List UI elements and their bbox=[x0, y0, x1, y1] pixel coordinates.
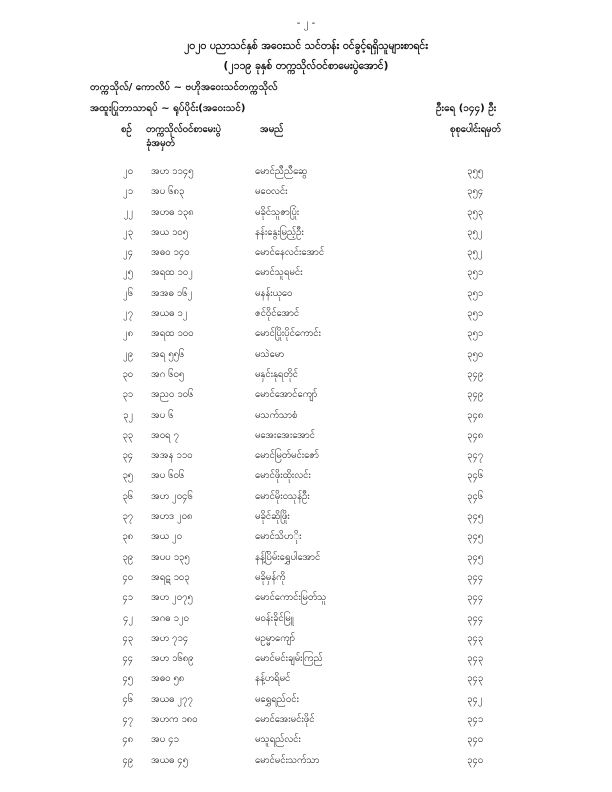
roll-number: အရထ ၁၀၂ bbox=[151, 267, 193, 279]
student-name: မအေးအေးအောင် bbox=[255, 429, 315, 441]
total-score: ၃၅၂ bbox=[467, 226, 483, 238]
roll-number: အရ ၅၅၆ bbox=[151, 348, 185, 360]
list-item bbox=[0, 507, 612, 527]
student-name: မောင်နေလင်းအောင် bbox=[255, 247, 325, 259]
row-number: ၄၈ bbox=[122, 734, 133, 746]
student-name: မခိုင်သူဇာပြုံး bbox=[255, 206, 300, 218]
row-number: ၂၃ bbox=[122, 226, 133, 238]
row-number: ၂၀ bbox=[122, 166, 133, 177]
student-name: နန့်ဟရိမင် bbox=[255, 673, 291, 685]
total-score: ၃၄၂ bbox=[467, 693, 483, 705]
total-count: ဦးရေ (၁၄၄) ဦး bbox=[436, 103, 497, 114]
list-item bbox=[0, 649, 612, 669]
row-number: ၃၅ bbox=[122, 470, 133, 482]
row-number: ၃၃ bbox=[122, 429, 133, 441]
roll-number: အပ ၆၀၆ bbox=[151, 470, 185, 482]
list-item bbox=[0, 203, 612, 223]
student-name: မသက်သာစံ bbox=[255, 409, 298, 421]
row-number: ၂၈ bbox=[122, 328, 133, 340]
roll-number: အယဓ ၂၇၇ bbox=[151, 693, 193, 705]
student-name: မဥမ္မာကျော် bbox=[255, 632, 295, 644]
major-line: အထူးပြုဘာသာရပ် ~ ရုပ်ပိုင်း(အဝေးသင်) bbox=[90, 103, 246, 114]
student-name: မောင်မင်းချမ်းကြည် bbox=[255, 653, 323, 665]
total-score: ၃၄၆ bbox=[467, 490, 484, 502]
student-name: မခိုမှန်ကို bbox=[255, 571, 286, 583]
row-number: ၃၈ bbox=[122, 531, 133, 543]
total-score: ၃၅၀ bbox=[467, 348, 484, 360]
student-name: မဝေလင်း bbox=[255, 186, 288, 198]
student-name: မနန်းယုဝေ bbox=[255, 287, 293, 299]
total-score: ၃၄၃ bbox=[467, 673, 484, 685]
student-name: မသဲမော bbox=[255, 348, 285, 360]
university-line: တက္ကသိုလ်/ ကောလိပ် ~ ဗဟိုအဝေးသင်တက္ကသိုလ် bbox=[90, 82, 278, 93]
student-name: မောင်မြတ်မင်းဇော် bbox=[255, 450, 319, 462]
list-item bbox=[0, 345, 612, 365]
list-item bbox=[0, 324, 612, 344]
roll-number: အဓဝ ၅၈ bbox=[151, 673, 185, 685]
total-score: ၃၄၈ bbox=[467, 429, 484, 441]
roll-number: အဟက ၁၈၀ bbox=[151, 714, 198, 726]
roll-number: အပ ၆၈၃ bbox=[151, 186, 185, 198]
list-item bbox=[0, 751, 612, 771]
student-name: မောင်သိဟ‌ိုး bbox=[255, 531, 302, 543]
list-item bbox=[0, 548, 612, 568]
row-number: ၄၅ bbox=[122, 673, 133, 685]
total-score: ၃၄၄ bbox=[467, 571, 484, 583]
page-number: - ၂ - bbox=[296, 18, 316, 29]
list-item bbox=[0, 263, 612, 283]
total-score: ၃၅၄ bbox=[467, 186, 484, 198]
roll-number: အအန ၁၁၀ bbox=[151, 450, 193, 462]
roll-number: အဓဝ ၁၄၀ bbox=[151, 247, 190, 259]
total-score: ၃၄၄ bbox=[467, 592, 484, 604]
roll-number: အဂဓ ၁၂၀ bbox=[151, 612, 189, 624]
row-number: ၄၁ bbox=[122, 592, 133, 604]
row-number: ၃၄ bbox=[122, 450, 133, 462]
row-number: ၃၂ bbox=[122, 409, 133, 421]
list-item bbox=[0, 365, 612, 385]
list-item bbox=[0, 223, 612, 243]
student-name: မောင်သူရမင်း bbox=[255, 267, 303, 279]
results-list bbox=[0, 162, 612, 771]
total-score: ၃၄၆ bbox=[467, 470, 484, 482]
total-score: ၃၄၀ bbox=[467, 754, 484, 766]
student-name: နန်းနွေးမြည့်ဦး bbox=[255, 226, 304, 238]
list-item bbox=[0, 406, 612, 426]
row-number: ၄၃ bbox=[122, 632, 133, 644]
roll-number: အယ ၂၀ bbox=[151, 531, 182, 543]
list-item bbox=[0, 162, 612, 182]
student-name: မောင်ကောင်းမြတ်သူ bbox=[255, 592, 327, 604]
row-number: ၄၆ bbox=[122, 693, 133, 705]
column-header-reg: တက္ကသိုလ်ဝင်စာမေးပွဲ bbox=[146, 124, 221, 135]
list-item bbox=[0, 609, 612, 629]
row-number: ၃၆ bbox=[122, 490, 133, 502]
row-number: ၄၄ bbox=[122, 653, 133, 665]
roll-number: အရဋ ၁၀၃ bbox=[151, 571, 190, 583]
list-item bbox=[0, 304, 612, 324]
column-header-name: အမည် bbox=[260, 124, 284, 135]
student-name: မောင်မင်းသက်သာ bbox=[255, 754, 320, 766]
list-item bbox=[0, 284, 612, 304]
total-score: ၃၅၁ bbox=[467, 328, 484, 340]
total-score: ၃၄၀ bbox=[467, 734, 484, 746]
column-header-score: စုစုပေါင်းရမှတ် bbox=[450, 124, 501, 135]
total-score: ၃၄၄ bbox=[467, 612, 484, 624]
list-item bbox=[0, 730, 612, 750]
roll-number: အဟ ၁၁၄၅ bbox=[151, 166, 194, 177]
list-item bbox=[0, 426, 612, 446]
total-score: ၃၅၁ bbox=[467, 308, 484, 320]
roll-number: အယဓ ၄၅ bbox=[151, 754, 188, 766]
list-item bbox=[0, 588, 612, 608]
roll-number: အဝရ ၇ bbox=[151, 429, 179, 441]
student-name: ဇင်ဝိုင်အောင် bbox=[255, 308, 300, 320]
column-header-no: စဉ် bbox=[121, 124, 132, 135]
total-score: ၃၄၅ bbox=[467, 511, 484, 523]
row-number: ၂၇ bbox=[122, 308, 133, 320]
row-number: ၃၇ bbox=[122, 511, 133, 523]
student-name: မောင်ဖိုးထိုးလင်း bbox=[255, 470, 311, 482]
roll-number: အညဝ ၁၀၆ bbox=[151, 389, 194, 401]
roll-number: အဟ ၂၀၄၆ bbox=[151, 490, 193, 502]
column-header-reg-sub: ခုံအမှတ် bbox=[146, 138, 175, 149]
total-score: ၃၅၁ bbox=[467, 287, 484, 299]
list-item bbox=[0, 466, 612, 486]
roll-number: အဟ ၁၆၈၉ bbox=[151, 653, 194, 665]
list-item bbox=[0, 527, 612, 547]
student-name: မခိုင်ဆိုဖြိုး bbox=[255, 511, 290, 523]
roll-number: အပပ ၁၃၅ bbox=[151, 551, 190, 563]
list-item bbox=[0, 568, 612, 588]
list-item bbox=[0, 446, 612, 466]
row-number: ၄၂ bbox=[122, 612, 133, 624]
student-name: မောင်ညီညီဆွေ bbox=[255, 166, 308, 177]
row-number: ၂၄ bbox=[122, 247, 133, 259]
list-item bbox=[0, 385, 612, 405]
total-score: ၃၅၂ bbox=[467, 247, 483, 259]
row-number: ၄၇ bbox=[122, 714, 133, 726]
roll-number: အဟဒ ၂၀၈ bbox=[151, 511, 193, 523]
list-item bbox=[0, 487, 612, 507]
row-number: ၂၅ bbox=[122, 267, 133, 279]
roll-number: အဂ ၆၀၅ bbox=[151, 368, 185, 380]
student-name: မသူရည်လင်း bbox=[255, 734, 301, 746]
student-name: မရွှေရည်ဝင်း bbox=[255, 693, 299, 705]
total-score: ၃၅၃ bbox=[467, 206, 484, 218]
roll-number: အဟ ၂၀၇၅ bbox=[151, 592, 193, 604]
total-score: ၃၄၅ bbox=[467, 551, 484, 563]
student-name: မနှင်းနုရတိုင် bbox=[255, 368, 298, 380]
list-item bbox=[0, 690, 612, 710]
student-name: မောင်ပြိုးပိုင်ကောင်း bbox=[255, 328, 321, 340]
total-score: ၃၄၃ bbox=[467, 632, 484, 644]
student-name: မဝန်းခိုင်မြူ bbox=[255, 612, 294, 624]
roll-number: အရထ ၁၀၀ bbox=[151, 328, 194, 340]
list-item bbox=[0, 710, 612, 730]
roll-number: အအဓ ၁၆၂ bbox=[151, 287, 193, 299]
total-score: ၃၅၁ bbox=[467, 267, 484, 279]
total-score: ၃၄၈ bbox=[467, 409, 484, 421]
list-item bbox=[0, 669, 612, 689]
student-name: မောင်အောင်ကျော် bbox=[255, 389, 318, 401]
total-score: ၃၄၃ bbox=[467, 653, 484, 665]
list-item bbox=[0, 182, 612, 202]
row-number: ၄၀ bbox=[122, 571, 133, 583]
list-item bbox=[0, 629, 612, 649]
total-score: ၃၄၅ bbox=[467, 531, 484, 543]
row-number: ၂၆ bbox=[122, 287, 133, 299]
row-number: ၂၂ bbox=[123, 206, 133, 218]
roll-number: အပ ၄၁ bbox=[151, 734, 179, 746]
roll-number: အဟဓ ၁၃၈ bbox=[151, 206, 194, 218]
student-name: မောင်အေးမင်းဖိုင် bbox=[255, 714, 315, 726]
student-name: နန့်ပြိမ်းရွှေပါအောင် bbox=[255, 551, 321, 563]
student-name: မောင်မိုးဝသုန်ဦး bbox=[255, 490, 310, 502]
document-subtitle: (၂၁၁၉ ခုနှစ် တက္ကသိုလ်ဝင်စာမေးပွဲအောင်) bbox=[223, 60, 389, 72]
total-score: ၃၄၁ bbox=[467, 714, 484, 726]
row-number: ၂၉ bbox=[122, 348, 133, 360]
list-item bbox=[0, 243, 612, 263]
row-number: ၂၁ bbox=[122, 186, 133, 198]
row-number: ၃၁ bbox=[122, 389, 133, 401]
total-score: ၃၄၉ bbox=[467, 389, 484, 401]
document-title: ၂၀၂၀ ပညာသင်နှစ် အဝေးသင် သင်တန်း ဝင်ခွင့်ရရှိသူများစာရင်း bbox=[184, 40, 428, 52]
roll-number: အယဓ ၁၂ bbox=[151, 308, 188, 320]
row-number: ၃၉ bbox=[122, 551, 133, 563]
roll-number: အပ ၆ bbox=[151, 409, 174, 421]
total-score: ၃၅၅ bbox=[467, 166, 484, 177]
row-number: ၄၉ bbox=[122, 754, 133, 766]
row-number: ၃၀ bbox=[122, 368, 133, 380]
roll-number: အယ ၁၀၅ bbox=[151, 226, 188, 238]
total-score: ၃၄၇ bbox=[467, 450, 484, 462]
total-score: ၃၄၉ bbox=[467, 368, 484, 380]
roll-number: အဟ ၇၁၄ bbox=[151, 632, 189, 644]
